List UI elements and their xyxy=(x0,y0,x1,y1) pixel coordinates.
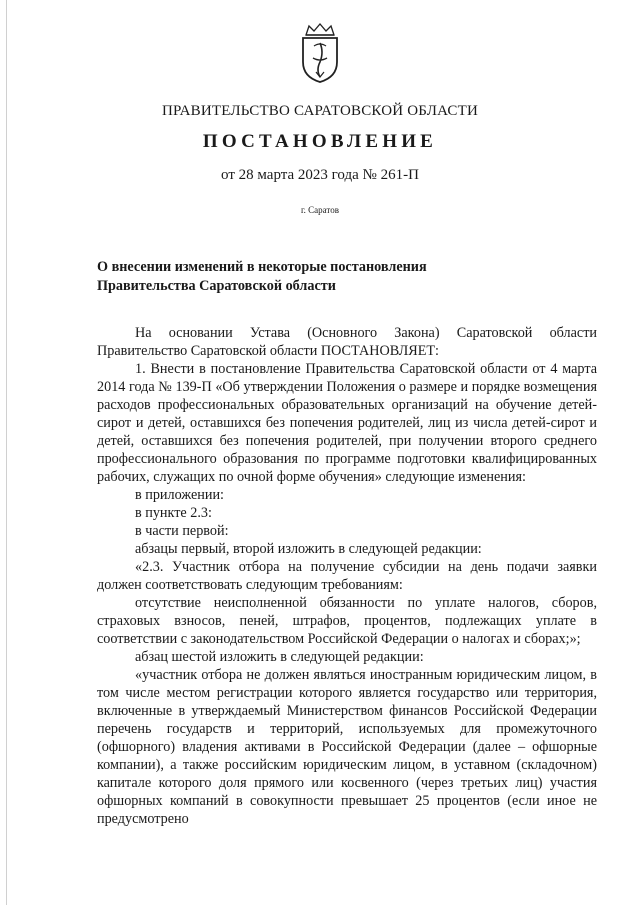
subject-line: Правительства Саратовской области xyxy=(97,278,336,294)
body-paragraph: в пункте 2.3: xyxy=(135,505,212,521)
body-paragraph: в части первой: xyxy=(135,523,229,539)
saratov-coat-of-arms-icon xyxy=(297,22,343,84)
body-paragraph: абзацы первый, второй изложить в следующей редакции: xyxy=(135,541,482,557)
document-city: г. Саратов xyxy=(301,205,339,215)
body-paragraph: «участник отбора не должен являться иностранным юридическим лицом, в том числе местом регистрации которого является государство или территория, включенные в утверждаемый Министерством финансов Российской Федерации перечень государств и территорий, используемых для промежуточного (офшорного) владения активами в Российской Федерации (далее – офшорные компании), а также российским юридическим лицом, в уставном (складочном) капитале которого доля прямого или косвенного (через третьих лиц) участия офшорных компаний в совокупности превышает 25 процентов (если иное не предусмотрено xyxy=(97,667,597,827)
document-subject xyxy=(97,258,427,296)
body-paragraph: На основании Устава (Основного Закона) Саратовской области Правительство Саратовской области ПОСТАНОВЛЯЕТ: xyxy=(97,325,597,359)
body-paragraph: абзац шестой изложить в следующей редакции: xyxy=(135,649,424,665)
body-paragraph: отсутствие неисполненной обязанности по уплате налогов, сборов, страховых взносов, пеней, штрафов, процентов, подлежащих уплате в соответствии с законодательством Российской Федерации о налогах и сборах;»; xyxy=(97,595,597,647)
body-paragraph: 1. Внести в постановление Правительства Саратовской области от 4 марта 2014 года № 139-П «Об утверждении Положения о размере и порядке возмещения расходов профессиональных образовательных организаций на обучение детей-сирот и детей, оставшихся без попечения родителей, лиц из числа детей-сирот и детей, оставшихся без попечения родителей, при получении второго среднего профессионального образования по программе подготовки квалифицированных рабочих, служащих по очной форме обучения» следующие изменения: xyxy=(97,361,597,485)
organization-name: ПРАВИТЕЛЬСТВО САРАТОВСКОЙ ОБЛАСТИ xyxy=(161,103,479,119)
body-paragraph: в приложении: xyxy=(135,487,224,503)
document-type: ПОСТАНОВЛЕНИЕ xyxy=(202,131,438,152)
subject-line: О внесении изменений в некоторые постановления xyxy=(97,259,427,275)
body-paragraph: «2.3. Участник отбора на получение субсидии на день подачи заявки должен соответствовать следующим требованиям: xyxy=(97,559,597,593)
document-date-number: от 28 марта 2023 года № 261-П xyxy=(221,167,419,183)
document-body xyxy=(97,324,597,828)
